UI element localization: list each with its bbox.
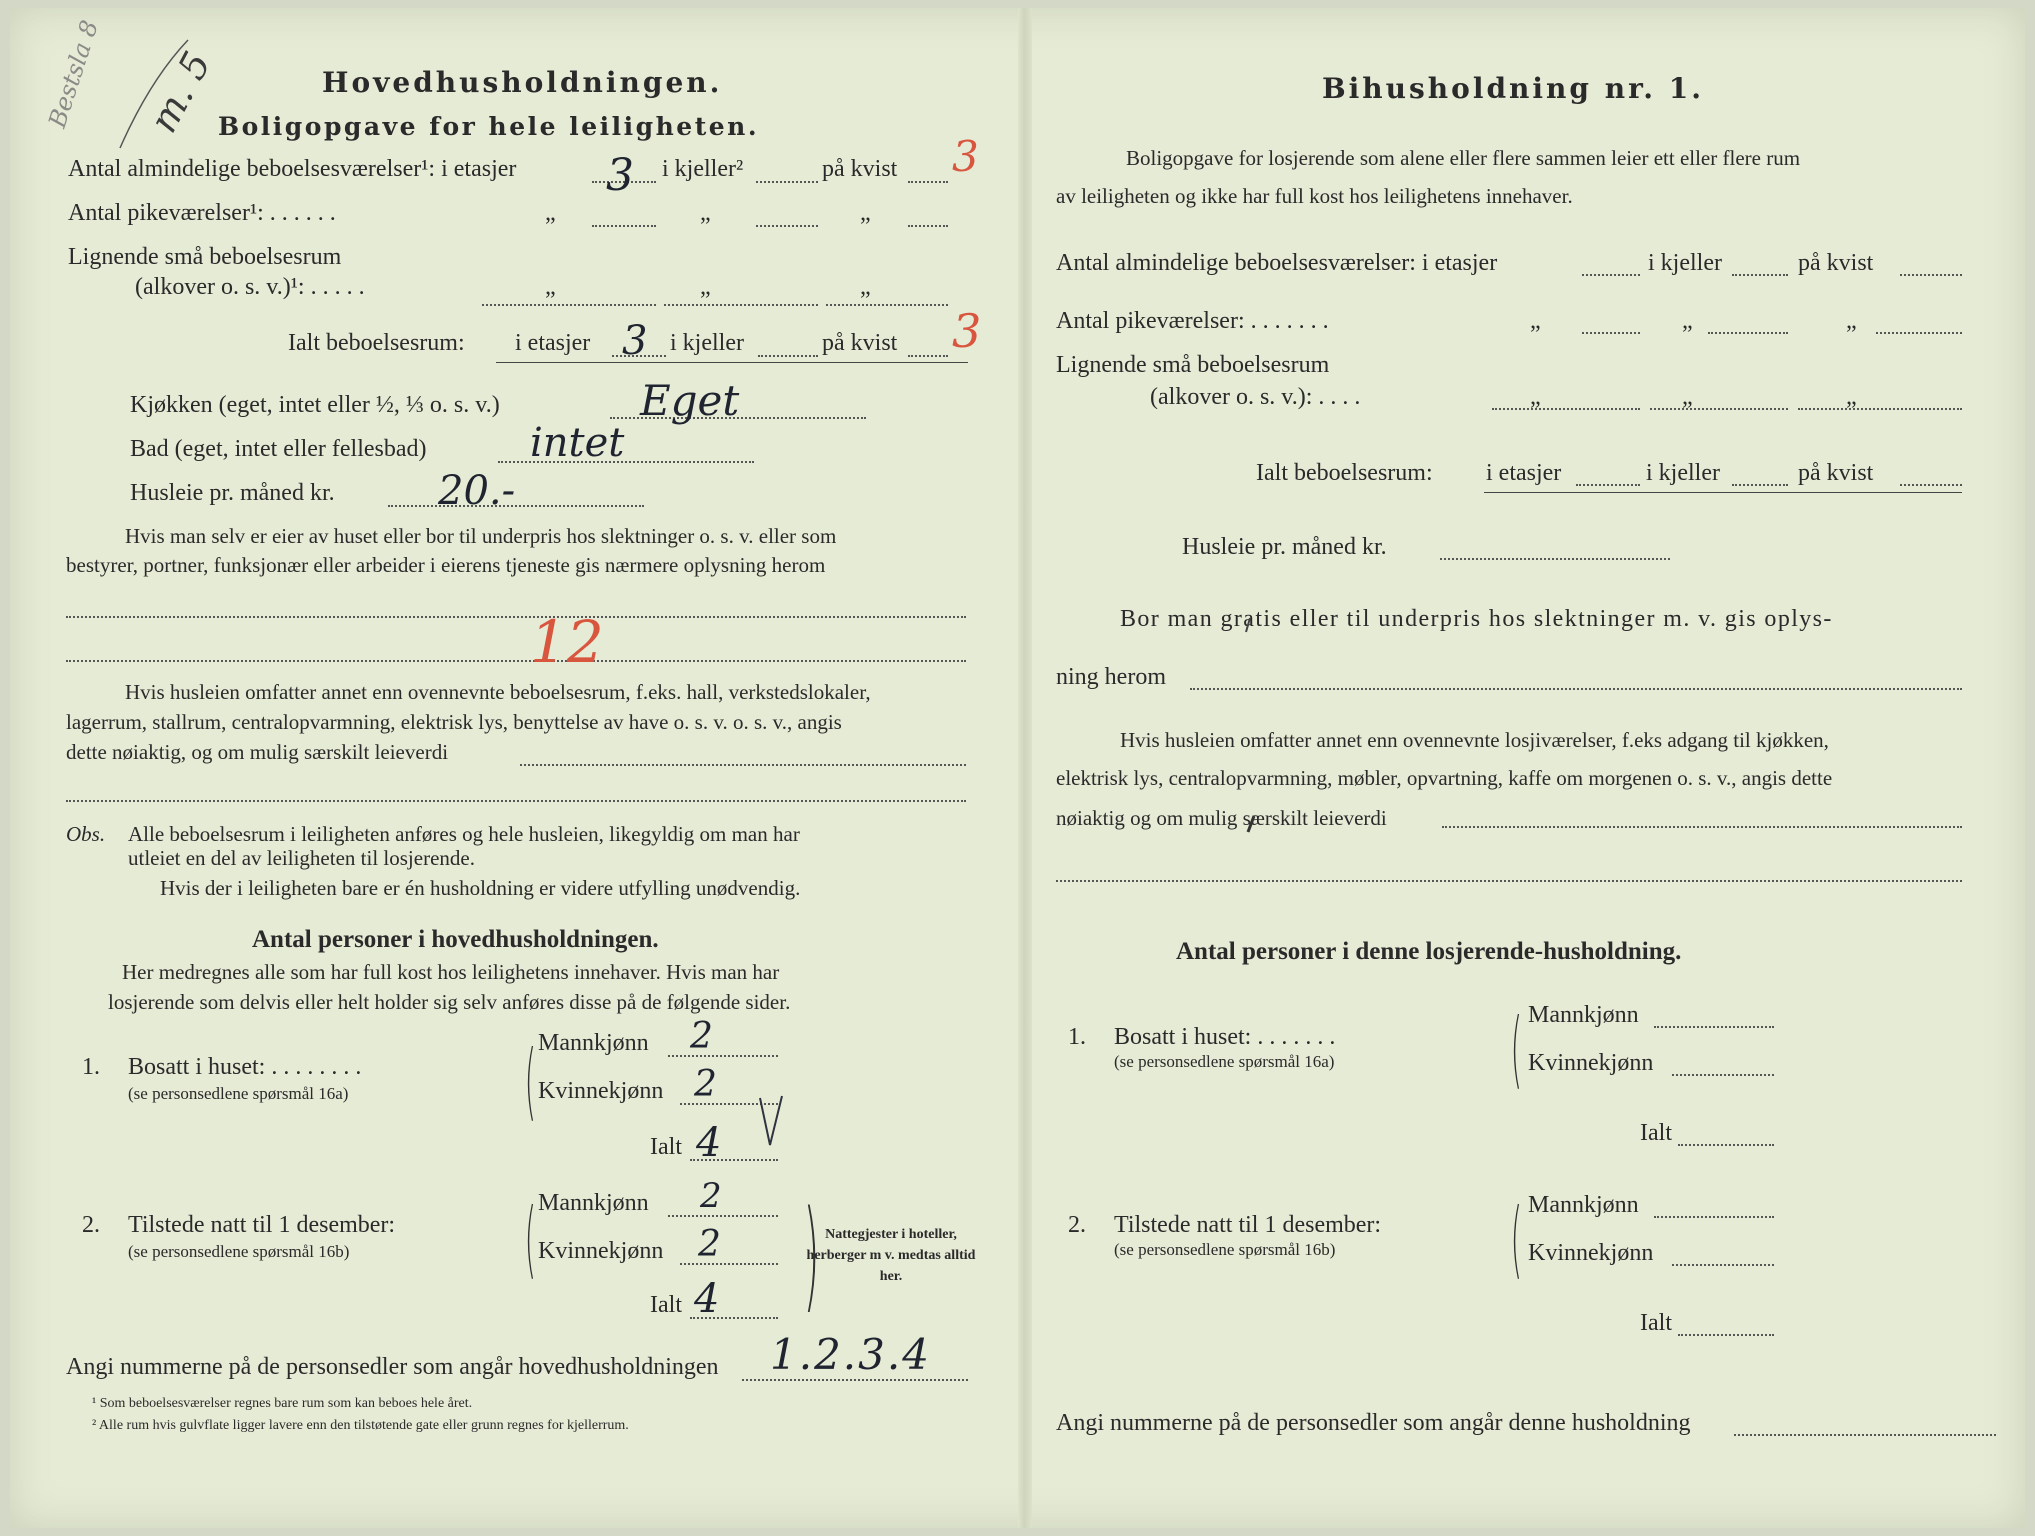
ditto-6: „ bbox=[860, 274, 871, 300]
nattegjester-brace: ) bbox=[803, 1186, 820, 1325]
field-ialt-kvist[interactable] bbox=[908, 355, 948, 357]
obs-label: Obs. bbox=[66, 822, 106, 846]
obs-text-3: Hvis der i leiligheten bare er én husholdning er videre utfylling unødvendig. bbox=[160, 876, 801, 900]
hw-q2-mann: 2 bbox=[700, 1176, 722, 1216]
right-field-kjeller[interactable] bbox=[1732, 274, 1788, 276]
kjokken-label: Kjøkken (eget, intet eller ½, ⅓ o. s. v.) bbox=[130, 392, 500, 418]
omf-text-3: dette nøiaktig, og om mulig særskilt leieverdi bbox=[66, 740, 449, 764]
right-q2-brace: ( bbox=[1510, 1190, 1523, 1288]
q1-brace: ( bbox=[524, 1032, 537, 1130]
q1-mann-label: Mannkjønn bbox=[538, 1030, 649, 1056]
ialt-underline bbox=[496, 362, 968, 363]
hw-q1-kvinne: 2 bbox=[694, 1064, 717, 1105]
q1-number: 1. bbox=[82, 1054, 100, 1080]
q2-brace: ( bbox=[524, 1190, 537, 1288]
q1-kvinne-label: Kvinnekjønn bbox=[538, 1078, 664, 1104]
right-q2-ialt: Ialt bbox=[1640, 1310, 1672, 1336]
field-pike-etasjer[interactable] bbox=[592, 225, 656, 227]
footnote-2: ² Alle rum hvis gulvflate ligger lavere enn den tilstøtende gate eller grunn regnes for kjellerrum. bbox=[92, 1418, 629, 1433]
right-row-pike: Antal pikeværelser: . . . . . . . bbox=[1056, 308, 1329, 334]
right-ialt-label: Ialt beboelsesrum: bbox=[1256, 460, 1433, 486]
right-gratis-2: ning herom bbox=[1056, 664, 1166, 690]
right-row-alm: Antal almindelige beboelsesværelser: i etasjer bbox=[1056, 250, 1498, 276]
obs-text-2: utleiet en del av leiligheten til losjerende. bbox=[128, 846, 475, 870]
q2-number: 2. bbox=[82, 1212, 100, 1238]
field-lign-etasjer[interactable] bbox=[482, 304, 656, 306]
footnote-1: ¹ Som beboelsesværelser regnes bare rum som kan beboes hele året. bbox=[92, 1396, 473, 1411]
field-pike-kjeller[interactable] bbox=[756, 225, 818, 227]
husleie-label: Husleie pr. måned kr. bbox=[130, 480, 335, 506]
q2-ialt-label: Ialt bbox=[650, 1292, 682, 1318]
right-q1-kvinne: Kvinnekjønn bbox=[1528, 1050, 1654, 1076]
right-field-q2-kvinne[interactable] bbox=[1672, 1264, 1774, 1266]
right-field-lign-kvist[interactable] bbox=[1798, 408, 1962, 410]
right-q1-ialt: Ialt bbox=[1640, 1120, 1672, 1146]
nattegjester-note: Nattegjester i hoteller, herberger m v. medtas alltid her. bbox=[806, 1227, 976, 1284]
hw-bad: intet bbox=[530, 420, 625, 466]
row-alm-kjeller: i kjeller² bbox=[662, 156, 744, 182]
right-omf-3: nøiaktig og om mulig særskilt leieverdi bbox=[1056, 806, 1387, 830]
right-angi-label: Angi nummerne på de personsedler som angår denne husholdning bbox=[1056, 1410, 1691, 1436]
field-angi[interactable] bbox=[742, 1379, 968, 1381]
right-q2-label: Tilstede natt til 1 desember: bbox=[1114, 1212, 1382, 1238]
right-field-pike-kvist[interactable] bbox=[1876, 332, 1962, 334]
right-q1-sub: (se personsedlene spørsmål 16a) bbox=[1114, 1052, 1335, 1071]
right-field-kvist[interactable] bbox=[1900, 274, 1962, 276]
row-lign-label-1: Lignende små beboelsesrum bbox=[68, 244, 342, 270]
page-fold bbox=[1018, 8, 1032, 1528]
right-row-lign-2: (alkover o. s. v.): . . . . bbox=[1150, 384, 1361, 410]
ialt-etasjer-label: i etasjer bbox=[515, 330, 591, 356]
field-ialt-kjeller[interactable] bbox=[758, 355, 818, 357]
right-q1-mann: Mannkjønn bbox=[1528, 1002, 1639, 1028]
right-field-pike-kjeller[interactable] bbox=[1708, 332, 1788, 334]
right-ialt-kvist: på kvist bbox=[1798, 460, 1874, 486]
q2-label: Tilstede natt til 1 desember: bbox=[128, 1212, 396, 1238]
right-field-angi[interactable] bbox=[1734, 1434, 1996, 1436]
personer-title: Antal personer i hovedhusholdningen. bbox=[252, 926, 659, 953]
right-ditto-2: „ bbox=[1682, 308, 1693, 334]
omf-text-1: Hvis husleien omfatter annet enn ovennevnte beboelsesrum, f.eks. hall, verkstedslokaler, bbox=[125, 680, 871, 704]
right-omf-2: elektrisk lys, centralopvarmning, møbler, opvartning, kaffe om morgenen o. s. v., angis dette bbox=[1056, 766, 1833, 790]
hw-margin-pencil: Bestsla 8 bbox=[43, 16, 104, 132]
right-field-omf-1[interactable] bbox=[1442, 826, 1962, 828]
obs-text-1: Alle beboelsesrum i leiligheten anføres og hele husleien, likegyldig om man har bbox=[128, 822, 800, 846]
ditto-1: „ bbox=[545, 200, 556, 226]
right-intro-2: av leiligheten og ikke har full kost hos leilighetens innehaver. bbox=[1056, 184, 1573, 208]
ditto-3: „ bbox=[860, 200, 871, 226]
row-lign-label-2: (alkover o. s. v.)¹: . . . . . bbox=[135, 274, 365, 300]
ialt-kvist-label: på kvist bbox=[822, 330, 898, 356]
right-field-ialt-kvist[interactable] bbox=[1900, 484, 1962, 486]
hw-margin-m5: m. 5 bbox=[140, 44, 220, 140]
right-personer-title: Antal personer i denne losjerende-husholdning. bbox=[1176, 938, 1682, 965]
hw-husleie: 20.- bbox=[438, 468, 516, 514]
row-alm-kvist: på kvist bbox=[822, 156, 898, 182]
right-field-q1-mann[interactable] bbox=[1654, 1026, 1774, 1028]
field-q2-mann[interactable] bbox=[668, 1215, 778, 1217]
q2-sub: (se personsedlene spørsmål 16b) bbox=[128, 1242, 350, 1261]
hw-kvist-red: 3 bbox=[952, 132, 979, 181]
field-q2-kvinne[interactable] bbox=[680, 1263, 778, 1265]
q1-sub: (se personsedlene spørsmål 16a) bbox=[128, 1084, 349, 1103]
right-q2-kvinne: Kvinnekjønn bbox=[1528, 1240, 1654, 1266]
omf-text-2: lagerrum, stallrum, centralopvarmning, elektrisk lys, benyttelse av have o. s. v. o. s. v., angis bbox=[66, 710, 842, 734]
right-field-husleie[interactable] bbox=[1440, 558, 1670, 560]
right-q2-sub: (se personsedlene spørsmål 16b) bbox=[1114, 1240, 1336, 1259]
hw-kjokken: Eget bbox=[640, 376, 740, 425]
field-kvist[interactable] bbox=[908, 181, 948, 183]
hw-q2-ialt: 4 bbox=[694, 1276, 720, 1322]
right-gratis-1: Bor man gratis eller til underpris hos slektninger m. v. gis oplys- bbox=[1120, 606, 1833, 632]
right-husleie-label: Husleie pr. måned kr. bbox=[1182, 534, 1387, 560]
field-husleie[interactable] bbox=[388, 505, 644, 507]
field-q1-mann[interactable] bbox=[668, 1055, 778, 1057]
personer-text-2: losjerende som delvis eller helt holder sig selv anføres disse på de følgende sider. bbox=[108, 990, 791, 1014]
hw-nummerne: 1.2.3.4 bbox=[770, 1330, 931, 1379]
row-alm-label: Antal almindelige beboelsesværelser¹: i etasjer bbox=[68, 156, 517, 182]
row-pike-label: Antal pikeværelser¹: . . . . . . bbox=[68, 200, 336, 226]
right-q2-number: 2. bbox=[1068, 1212, 1086, 1238]
ialt-kjeller-label: i kjeller bbox=[670, 330, 744, 356]
hw-etasjer: 3 bbox=[606, 150, 634, 201]
right-row-kvist: på kvist bbox=[1798, 250, 1874, 276]
right-title: Bihusholdning nr. 1. bbox=[1322, 72, 1704, 105]
field-kjeller[interactable] bbox=[756, 181, 818, 183]
right-ditto-4: „ bbox=[1530, 384, 1541, 410]
bad-label: Bad (eget, intet eller fellesbad) bbox=[130, 436, 427, 462]
eier-text-2: bestyrer, portner, funksjonær eller arbeider i eierens tjeneste gis nærmere oplysning herom bbox=[66, 553, 826, 577]
hw-ialt-etasjer: 3 bbox=[622, 318, 648, 364]
right-q1-brace: ( bbox=[1510, 1000, 1523, 1098]
q1-ialt-label: Ialt bbox=[650, 1134, 682, 1160]
right-field-gratis[interactable] bbox=[1190, 688, 1962, 690]
right-omf-1: Hvis husleien omfatter annet enn ovennevnte losjiværelser, f.eks adgang til kjøkken, bbox=[1120, 728, 1829, 752]
ditto-4: „ bbox=[545, 274, 556, 300]
field-eier-1[interactable] bbox=[66, 616, 966, 618]
left-subtitle: Boligopgave for hele leiligheten. bbox=[218, 112, 760, 141]
q2-kvinne-label: Kvinnekjønn bbox=[538, 1238, 664, 1264]
right-ditto-6: „ bbox=[1846, 384, 1857, 410]
right-ialt-underline bbox=[1484, 492, 1962, 493]
ditto-2: „ bbox=[700, 200, 711, 226]
field-omf-1[interactable] bbox=[520, 764, 966, 766]
right-field-ialt-etasjer[interactable] bbox=[1576, 484, 1640, 486]
q1-label: Bosatt i huset: . . . . . . . . bbox=[128, 1054, 362, 1080]
right-field-pike-etasjer[interactable] bbox=[1582, 332, 1640, 334]
right-field-q2-ialt[interactable] bbox=[1678, 1334, 1774, 1336]
hw-ialt-red: 3 bbox=[952, 304, 982, 358]
hw-q1-mann: 2 bbox=[690, 1016, 713, 1057]
right-q1-number: 1. bbox=[1068, 1024, 1086, 1050]
right-field-q1-kvinne[interactable] bbox=[1672, 1074, 1774, 1076]
right-ialt-kjeller: i kjeller bbox=[1646, 460, 1720, 486]
field-omf-2[interactable] bbox=[66, 800, 966, 802]
ialt-label: Ialt beboelsesrum: bbox=[288, 330, 465, 356]
right-row-kjeller: i kjeller bbox=[1648, 250, 1722, 276]
right-field-lign-kjeller[interactable] bbox=[1650, 408, 1788, 410]
right-q1-label: Bosatt i huset: . . . . . . . bbox=[1114, 1024, 1336, 1050]
personer-text-1: Her medregnes alle som har full kost hos leilighetens innehaver. Hvis man har bbox=[122, 960, 780, 984]
right-field-q1-ialt[interactable] bbox=[1678, 1144, 1774, 1146]
right-field-ialt-kjeller[interactable] bbox=[1732, 484, 1788, 486]
right-ditto-5: „ bbox=[1682, 384, 1693, 410]
field-lign-kjeller[interactable] bbox=[664, 304, 818, 306]
right-q2-mann: Mannkjønn bbox=[1528, 1192, 1639, 1218]
left-title: Hovedhusholdningen. bbox=[322, 66, 723, 99]
right-ditto-1: „ bbox=[1530, 308, 1541, 334]
field-pike-kvist[interactable] bbox=[908, 225, 948, 227]
eier-text-1: Hvis man selv er eier av huset eller bor til underpris hos slektninger o. s. v. eller som bbox=[125, 524, 837, 548]
field-eier-2[interactable] bbox=[66, 660, 966, 662]
right-field-lign-etasjer[interactable] bbox=[1492, 408, 1640, 410]
right-ditto-3: „ bbox=[1846, 308, 1857, 334]
right-field-etasjer[interactable] bbox=[1582, 274, 1640, 276]
ditto-5: „ bbox=[700, 274, 711, 300]
right-field-q2-mann[interactable] bbox=[1654, 1216, 1774, 1218]
right-row-lign-1: Lignende små beboelsesrum bbox=[1056, 352, 1330, 378]
angi-label: Angi nummerne på de personsedler som angår hovedhusholdningen bbox=[66, 1354, 719, 1380]
hw-q1-ialt: 4 bbox=[696, 1120, 722, 1166]
field-lign-kvist[interactable] bbox=[826, 304, 948, 306]
hw-q2-kvinne: 2 bbox=[698, 1224, 721, 1265]
hw-red-12: 12 bbox=[530, 608, 604, 676]
right-ialt-etasjer: i etasjer bbox=[1486, 460, 1562, 486]
right-intro-1: Boligopgave for losjerende som alene eller flere sammen leier ett eller flere rum bbox=[1126, 146, 1801, 170]
right-field-omf-2[interactable] bbox=[1056, 880, 1962, 882]
q2-mann-label: Mannkjønn bbox=[538, 1190, 649, 1216]
